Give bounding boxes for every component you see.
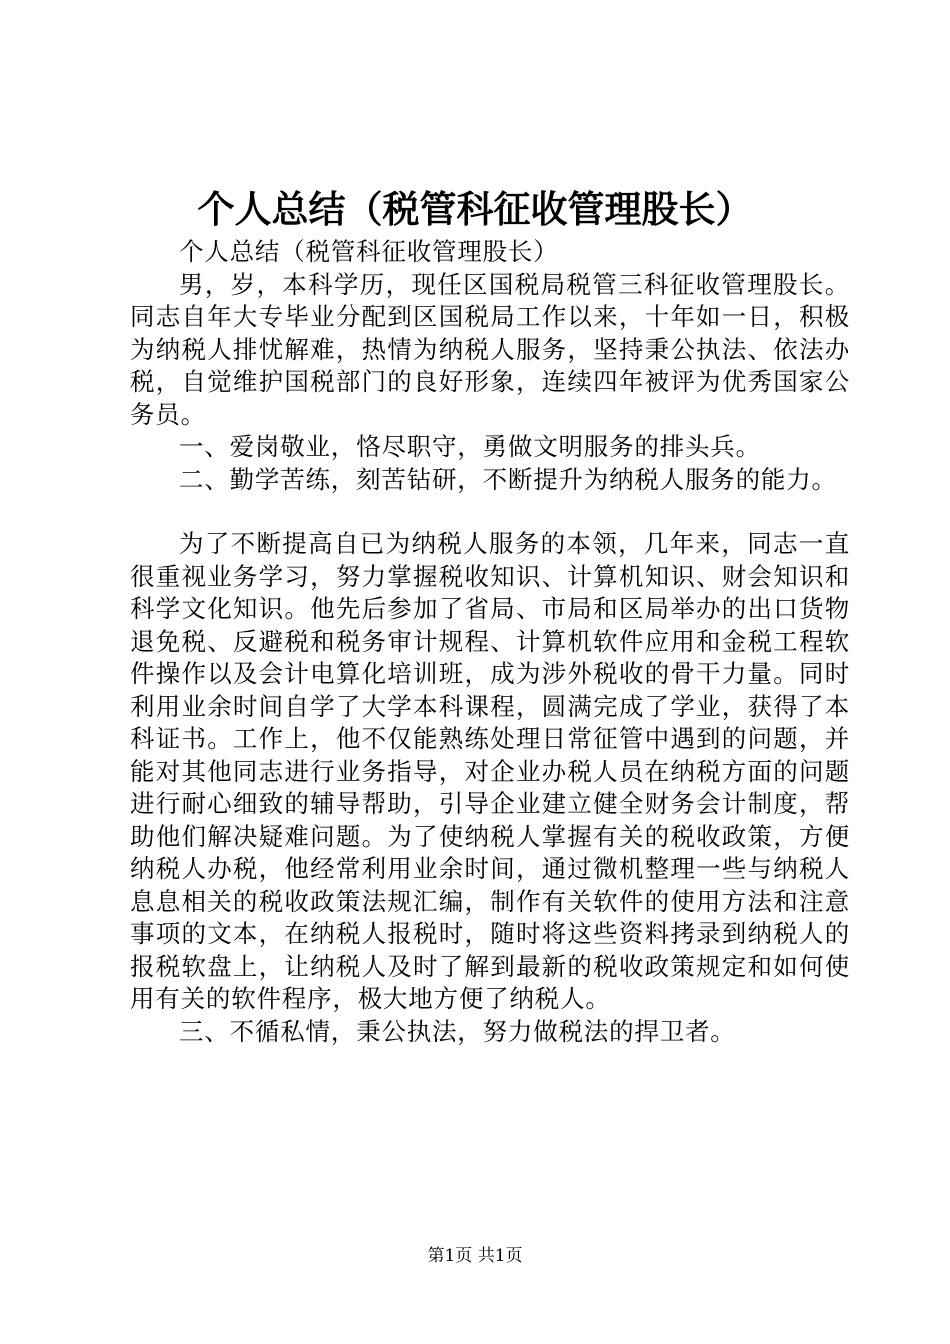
paragraph-intro: 男，岁，本科学历，现任区国税局税管三科征收管理股长。同志自年大专毕业分配到区国税局工作以来，十年如一日，积极为纳税人排忧解难，热情为纳税人服务，坚持秉公执法、依法办税，自觉维护国税部门的良好形象，连续四年被评为优秀国家公务员。 bbox=[130, 269, 850, 429]
paragraph-subtitle: 个人总结（税管科征收管理股长） bbox=[179, 237, 559, 266]
page-footer: 第1页 共1页 bbox=[427, 1246, 523, 1266]
document-title: 个人总结（税管科征收管理股长） bbox=[197, 187, 753, 231]
paragraph-section-1: 一、爱岗敬业，恪尽职守，勇做文明服务的排头兵。 bbox=[179, 432, 761, 461]
document-body bbox=[130, 236, 850, 1048]
paragraph-section-3: 三、不循私情，秉公执法，努力做税法的捍卫者。 bbox=[179, 1016, 736, 1046]
paragraph-section-2: 二、勤学苦练，刻苦钻研，不断提升为纳税人服务的能力。 bbox=[179, 464, 837, 494]
paragraph-section-2-body: 为了不断提高自已为纳税人服务的本领，几年来，同志一直很重视业务学习，努力掌握税收知识、计算机知识、财会知识和科学文化知识。他先后参加了省局、市局和区局举办的出口货物退免税、反避税和税务审计规程、计算机软件应用和金税工程软件操作以及会计电算化培训班，成为涉外税收的骨干力量。同时利用业余时间自学了大学本科课程，圆满完成了学业，获得了本科证书。工作上，他不仅能熟练处理日常征管中遇到的问题，并能对其他同志进行业务指导，对企业办税人员在纳税方面的问题进行耐心细致的辅导帮助，引导企业建立健全财务会计制度，帮助他们解决疑难问题。为了使纳税人掌握有关的税收政策，方便纳税人办税，他经常利用业余时间，通过微机整理一些与纳税人息息相关的税收政策法规汇编，制作有关软件的使用方法和注意事项的文本，在纳税人报税时，随时将这些资料拷录到纳税人的报税软盘上，让纳税人及时了解到最新的税收政策规定和如何使用有关的软件程序，极大地方便了纳税人。 bbox=[130, 529, 850, 1013]
